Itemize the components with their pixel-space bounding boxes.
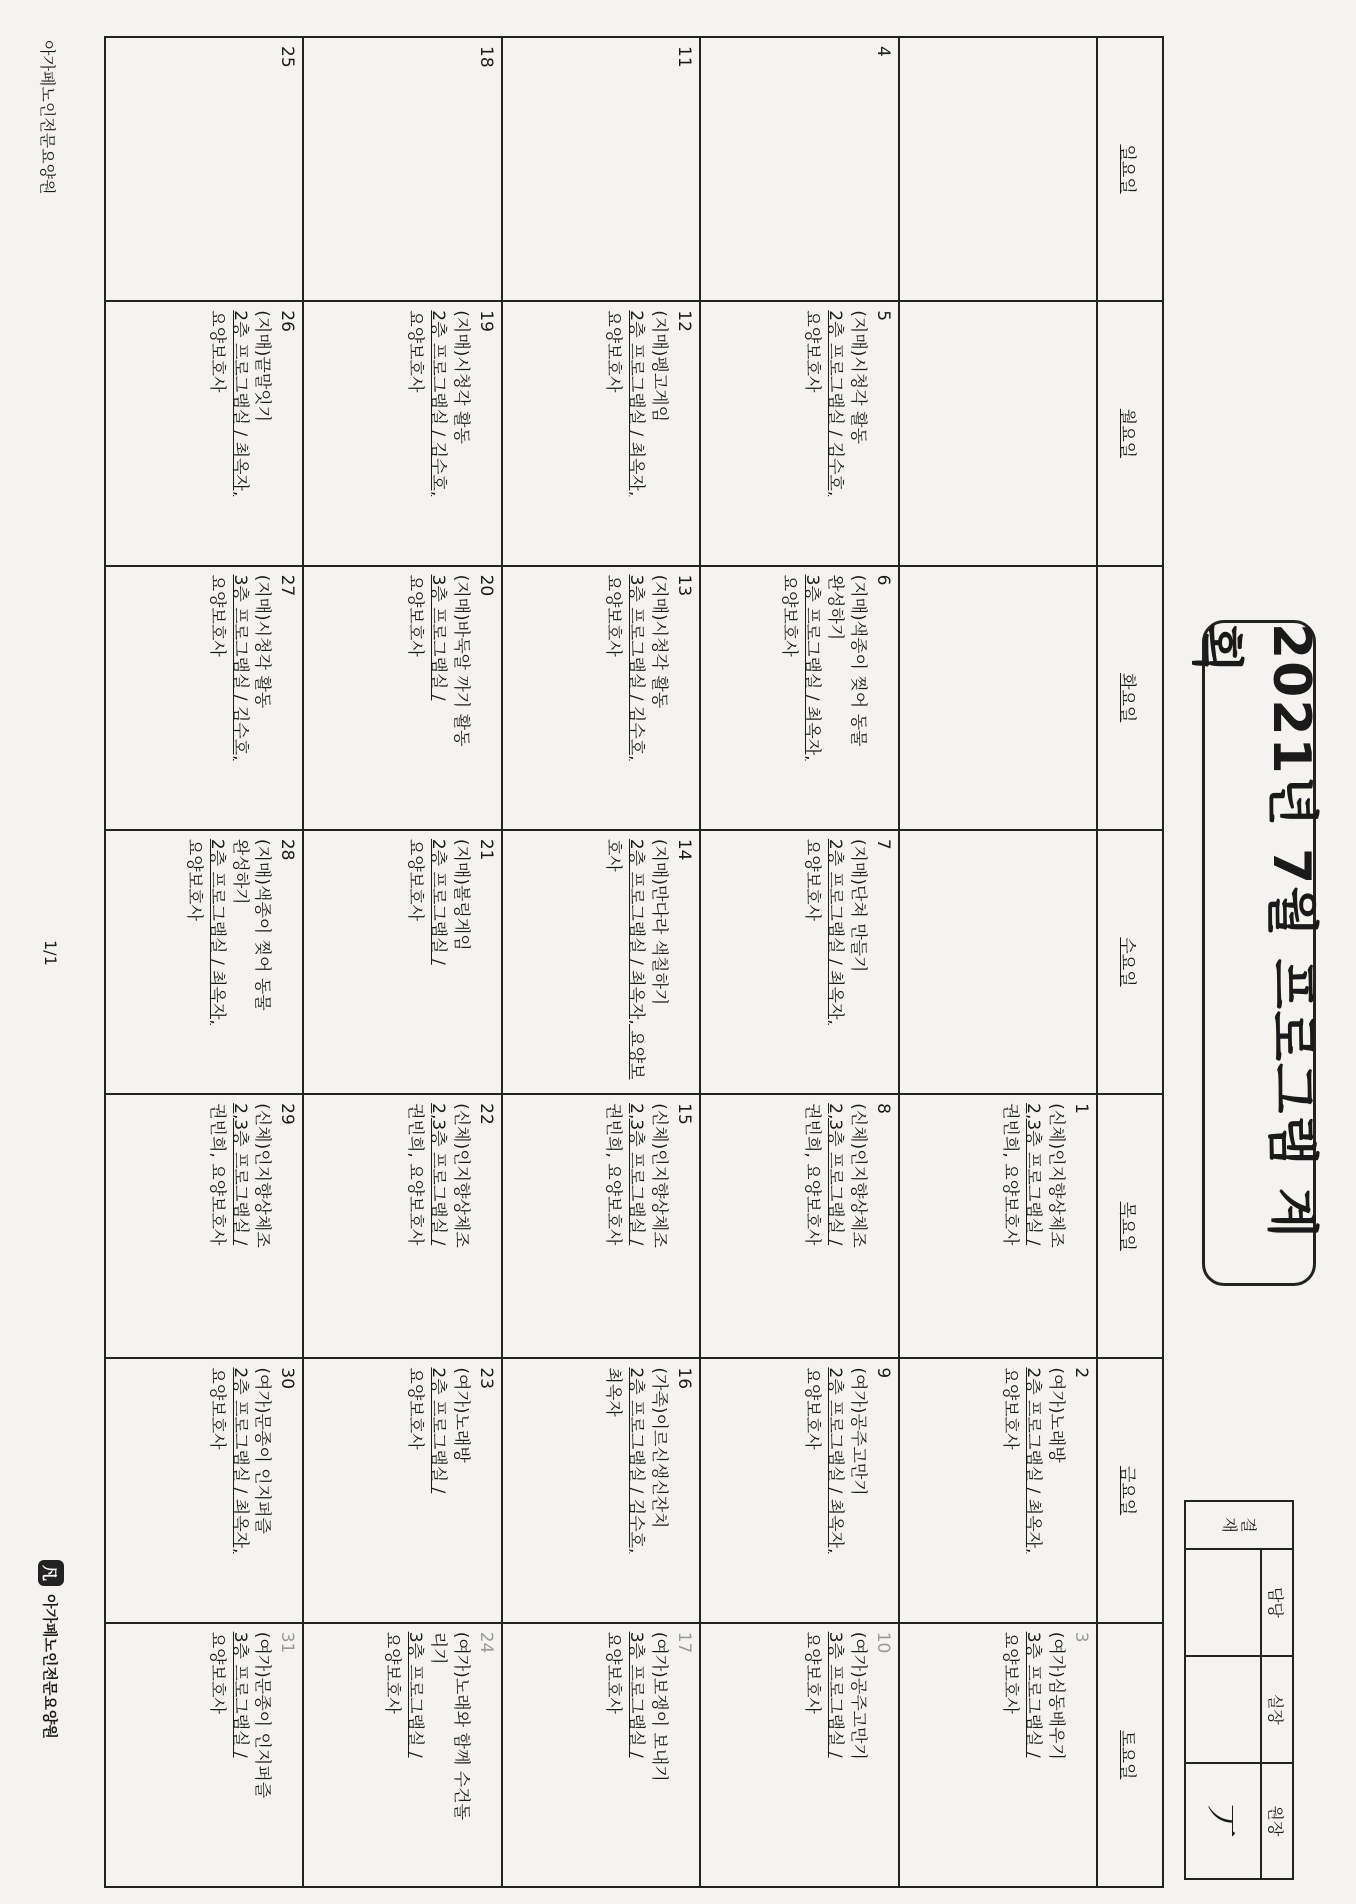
program-title: (여가)공주고만기 bbox=[847, 1631, 868, 1760]
program-location: 2,3층 프로그램실 / bbox=[626, 1103, 647, 1246]
weekday-header: 목요일 bbox=[1097, 1094, 1163, 1358]
program-title: (여가)문종이 인지퍼즐 bbox=[252, 1367, 273, 1534]
program-title: (지매)펭고게임 bbox=[649, 310, 670, 423]
program-staff: 최옥자 bbox=[603, 1367, 624, 1417]
footer-page-number: 1/1 bbox=[41, 940, 60, 966]
program-location: 3층 프로그램실 / bbox=[824, 1631, 845, 1758]
program-staff: 요양보호사 bbox=[1000, 1631, 1021, 1714]
calendar-day-cell bbox=[502, 1623, 700, 1887]
program-staff: 요양보호사 bbox=[206, 1631, 227, 1714]
calendar-day-cell bbox=[502, 301, 700, 565]
program-location: 3층 프로그램실 / bbox=[427, 574, 448, 701]
program-title: (가족)이르신생신잔치 bbox=[649, 1367, 670, 1529]
calendar-day-cell bbox=[502, 830, 700, 1094]
program-location: 2층 프로그램실 / 김수호, bbox=[626, 1367, 647, 1554]
page-title bbox=[1186, 620, 1321, 1286]
calendar-day-cell bbox=[303, 1623, 501, 1887]
calendar-day-cell bbox=[502, 1358, 700, 1622]
calendar-day-cell bbox=[303, 830, 501, 1094]
day-number: 31 bbox=[277, 1631, 298, 1654]
program-title: (지매)시청각 활동 bbox=[450, 310, 471, 444]
program-location: 2층 프로그램실 / 최옥자, bbox=[229, 1367, 250, 1554]
program-title: (신체)인지향상체조 bbox=[847, 1103, 868, 1248]
day-number: 21 bbox=[475, 838, 496, 861]
program-calendar bbox=[104, 36, 1164, 1888]
calendar-day-cell bbox=[899, 37, 1097, 301]
day-number: 25 bbox=[277, 46, 298, 68]
approval-sign-staff bbox=[1185, 1549, 1261, 1656]
program-location: 2층 프로그램실 / 김수호, bbox=[824, 310, 845, 497]
program-title: (신체)인지향상체조 bbox=[649, 1103, 670, 1248]
calendar-day-cell bbox=[303, 1358, 501, 1622]
program-title: (지매)색종이 찢어 동물 bbox=[252, 838, 273, 1011]
calendar-day-cell bbox=[502, 1094, 700, 1358]
program-staff: 요양보호사 bbox=[1000, 1367, 1021, 1450]
program-location: 3층 프로그램실 / 최옥자, bbox=[801, 574, 822, 761]
weekday-header: 수요일 bbox=[1097, 830, 1163, 1094]
program-title: (지매)시청각 활동 bbox=[847, 310, 868, 444]
weekday-header: 금요일 bbox=[1097, 1358, 1163, 1622]
day-number: 15 bbox=[674, 1103, 695, 1125]
program-location: 2,3층 프로그램실 / bbox=[824, 1103, 845, 1246]
program-title: (신체)인지향상체조 bbox=[450, 1103, 471, 1248]
day-number: 5 bbox=[872, 310, 893, 322]
program-title-cont: 리기 bbox=[427, 1631, 448, 1665]
page-title-text: 2021년 7월 프로그램 계획 bbox=[1186, 623, 1321, 1240]
day-number: 18 bbox=[475, 46, 496, 68]
day-number: 11 bbox=[674, 46, 695, 68]
program-staff: 요양보호사 bbox=[405, 1367, 426, 1450]
weekday-header: 월요일 bbox=[1097, 301, 1163, 565]
day-number: 27 bbox=[277, 574, 298, 597]
day-number: 16 bbox=[674, 1367, 695, 1390]
program-staff: 요양보호사 bbox=[405, 310, 426, 393]
program-staff: 요양보호사 bbox=[801, 1631, 822, 1714]
approval-stamp-box bbox=[1184, 1500, 1294, 1880]
program-location: 3층 프로그램실 / 김수호, bbox=[229, 574, 250, 761]
program-staff: 요양보호사 bbox=[778, 574, 799, 657]
calendar-week-row bbox=[502, 37, 700, 1887]
program-staff: 요양보호사 bbox=[206, 310, 227, 393]
day-number: 7 bbox=[872, 838, 893, 850]
calendar-day-cell bbox=[303, 1094, 501, 1358]
calendar-day-cell bbox=[105, 566, 303, 830]
program-location: 2층 프로그램실 / bbox=[427, 1367, 448, 1494]
program-title: (지매)바둑알 까기 활동 bbox=[450, 574, 471, 747]
calendar-week-row bbox=[700, 37, 898, 1887]
program-staff: 권빈희, 요양보호사 bbox=[405, 1103, 426, 1246]
weekday-header: 일요일 bbox=[1097, 37, 1163, 301]
program-location: 2층 프로그램실 / 최옥자, 요양보 bbox=[626, 838, 647, 1080]
program-location: 2층 프로그램실 / 최옥자, bbox=[229, 310, 250, 497]
day-number: 22 bbox=[475, 1103, 496, 1125]
program-title: (여가)보쟁이 보내기 bbox=[649, 1631, 670, 1782]
day-number: 28 bbox=[277, 838, 298, 861]
day-number: 13 bbox=[674, 574, 695, 597]
calendar-day-cell bbox=[899, 830, 1097, 1094]
program-title: (여가)노래방 bbox=[450, 1367, 471, 1463]
program-location: 2층 프로그램실 / 김수호, bbox=[427, 310, 448, 497]
program-location: 3층 프로그램실 / bbox=[229, 1631, 250, 1758]
program-title-cont: 완성하기 bbox=[229, 838, 250, 905]
program-staff: 요양보호사 bbox=[801, 310, 822, 393]
approval-header-director: 원장 bbox=[1261, 1763, 1293, 1879]
calendar-day-cell bbox=[700, 301, 898, 565]
calendar-day-cell bbox=[105, 1094, 303, 1358]
day-number: 29 bbox=[277, 1103, 298, 1125]
calendar-day-cell bbox=[105, 301, 303, 565]
program-location: 2층 프로그램실 / 최옥자, bbox=[824, 838, 845, 1025]
calendar-week-row bbox=[303, 37, 501, 1887]
program-staff: 요양보호사 bbox=[603, 310, 624, 393]
calendar-day-cell bbox=[303, 301, 501, 565]
program-title: (지매)시청각 활동 bbox=[649, 574, 670, 709]
weekday-header-row bbox=[1097, 37, 1163, 1887]
calendar-day-cell bbox=[700, 566, 898, 830]
day-number: 4 bbox=[872, 46, 893, 57]
program-title: (여가)노래와 함께 수건돌 bbox=[450, 1631, 471, 1820]
program-location: 2층 프로그램실 / 최옥자, bbox=[626, 310, 647, 497]
calendar-day-cell bbox=[899, 566, 1097, 830]
program-staff: 호사 bbox=[603, 838, 624, 872]
program-staff: 요양보호사 bbox=[801, 838, 822, 921]
program-title: (신체)인지향상체조 bbox=[252, 1103, 273, 1248]
program-location: 2층 프로그램실 / bbox=[427, 838, 448, 965]
day-number: 19 bbox=[475, 310, 496, 332]
program-location: 2층 프로그램실 / 최옥자, bbox=[206, 838, 227, 1025]
org-logo-icon: 凡 bbox=[38, 1560, 64, 1586]
program-staff: 요양보호사 bbox=[382, 1631, 403, 1714]
program-location: 3층 프로그램실 / bbox=[1023, 1631, 1044, 1758]
day-number: 24 bbox=[475, 1631, 496, 1654]
program-staff: 권빈희, 요양보호사 bbox=[1000, 1103, 1021, 1246]
program-location: 2,3층 프로그램실 / bbox=[1023, 1103, 1044, 1246]
day-number: 17 bbox=[674, 1631, 695, 1654]
day-number: 12 bbox=[674, 310, 695, 332]
program-staff: 권빈희, 요양보호사 bbox=[603, 1103, 624, 1246]
program-title: (여가)심동배우기 bbox=[1046, 1631, 1067, 1760]
program-staff: 권빈희, 요양보호사 bbox=[801, 1103, 822, 1246]
calendar-day-cell bbox=[303, 37, 501, 301]
calendar-day-cell bbox=[700, 1623, 898, 1887]
approval-sign-manager bbox=[1185, 1656, 1261, 1763]
day-number: 14 bbox=[674, 838, 695, 861]
calendar-day-cell bbox=[700, 1094, 898, 1358]
program-title: (지매)시청각 활동 bbox=[252, 574, 273, 709]
calendar-day-cell bbox=[700, 830, 898, 1094]
footer-logo bbox=[38, 1560, 64, 1739]
calendar-day-cell bbox=[899, 301, 1097, 565]
day-number: 3 bbox=[1071, 1631, 1091, 1643]
day-number: 6 bbox=[872, 574, 893, 586]
program-location: 3층 프로그램실 / bbox=[626, 1631, 647, 1758]
footer-org-name: 아가페노인전문요양원 bbox=[38, 40, 57, 195]
approval-header-staff: 담당 bbox=[1261, 1549, 1293, 1656]
program-staff: 요양보호사 bbox=[405, 574, 426, 657]
weekday-header: 토요일 bbox=[1097, 1623, 1163, 1887]
program-title: (지매)볼링게임 bbox=[450, 838, 471, 951]
calendar-day-cell bbox=[502, 37, 700, 301]
approval-header-manager: 실장 bbox=[1261, 1656, 1293, 1763]
calendar-day-cell bbox=[105, 1623, 303, 1887]
day-number: 10 bbox=[872, 1631, 893, 1654]
calendar-day-cell bbox=[700, 1358, 898, 1622]
approval-sign-director bbox=[1185, 1763, 1261, 1879]
calendar-day-cell bbox=[105, 1358, 303, 1622]
day-number: 9 bbox=[872, 1367, 893, 1379]
day-number: 23 bbox=[475, 1367, 496, 1390]
calendar-day-cell bbox=[899, 1358, 1097, 1622]
program-location: 3층 프로그램실 / 김수호, bbox=[626, 574, 647, 761]
day-number: 2 bbox=[1071, 1367, 1091, 1379]
calendar-week-row bbox=[105, 37, 303, 1887]
program-location: 2층 프로그램실 / 최옥자, bbox=[824, 1367, 845, 1554]
program-title: (지매)만다라 색칠하기 bbox=[649, 838, 670, 1006]
day-number: 8 bbox=[872, 1103, 893, 1114]
calendar-day-cell bbox=[105, 830, 303, 1094]
program-title: (신체)인지향상체조 bbox=[1046, 1103, 1067, 1248]
calendar-day-cell bbox=[303, 566, 501, 830]
program-staff: 요양보호사 bbox=[206, 574, 227, 657]
program-location: 2,3층 프로그램실 / bbox=[427, 1103, 448, 1246]
calendar-week-row bbox=[899, 37, 1097, 1887]
program-staff: 권빈희, 요양보호사 bbox=[206, 1103, 227, 1246]
calendar-day-cell bbox=[899, 1094, 1097, 1358]
calendar-day-cell bbox=[899, 1623, 1097, 1887]
program-staff: 요양보호사 bbox=[801, 1367, 822, 1450]
program-staff: 요양보호사 bbox=[603, 574, 624, 657]
day-number: 26 bbox=[277, 310, 298, 332]
program-title-cont: 완성하기 bbox=[824, 574, 845, 641]
calendar-day-cell bbox=[105, 37, 303, 301]
day-number: 30 bbox=[277, 1367, 298, 1390]
calendar-body bbox=[105, 37, 1097, 1887]
program-staff: 요양보호사 bbox=[183, 838, 204, 921]
program-title: (지매)단쳐 만들기 bbox=[847, 838, 868, 973]
weekday-header: 화요일 bbox=[1097, 566, 1163, 830]
program-staff: 요양보호사 bbox=[206, 1367, 227, 1450]
program-location: 2,3층 프로그램실 / bbox=[229, 1103, 250, 1246]
approval-side-label: 결 재 bbox=[1185, 1501, 1293, 1549]
day-number: 20 bbox=[475, 574, 496, 597]
signature-mark: 丆 bbox=[1199, 1803, 1240, 1838]
calendar-day-cell bbox=[502, 566, 700, 830]
footer-logo-text: 아가페노인전문요양원 bbox=[41, 1594, 60, 1739]
program-title: (여가)공주고만기 bbox=[847, 1367, 868, 1496]
program-staff: 요양보호사 bbox=[405, 838, 426, 921]
day-number: 1 bbox=[1071, 1103, 1091, 1114]
program-location: 2층 프로그램실 / 최옥자, bbox=[1023, 1367, 1044, 1554]
calendar-day-cell bbox=[700, 37, 898, 301]
program-title: (여가)노래방 bbox=[1046, 1367, 1067, 1463]
program-staff: 요양보호사 bbox=[603, 1631, 624, 1714]
program-title: (여가)문종이 인지퍼즐 bbox=[252, 1631, 273, 1799]
program-location: 3층 프로그램실 / bbox=[405, 1631, 426, 1758]
program-title: (지매)끝말잇기 bbox=[252, 310, 273, 423]
program-title: (지매)색종이 찢어 동물 bbox=[847, 574, 868, 747]
